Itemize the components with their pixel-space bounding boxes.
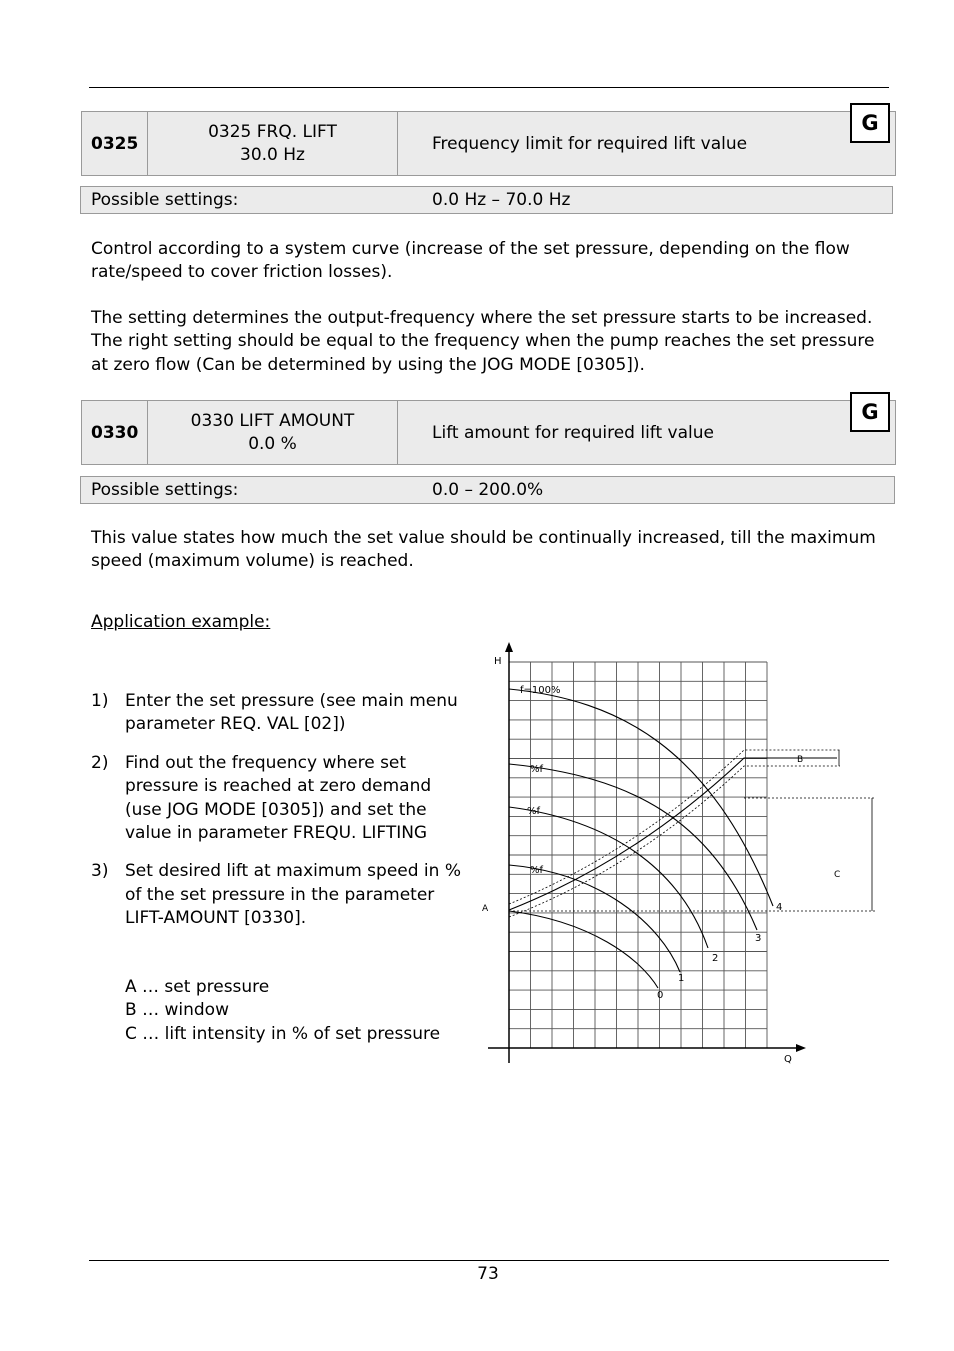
pump-curve-1 — [509, 865, 680, 972]
curve-number-2: 2 — [712, 953, 719, 964]
legend-item-b: B … window — [125, 1000, 229, 1021]
y-axis-arrow — [505, 642, 513, 652]
param-code: 0330 — [82, 401, 148, 464]
param-table-0330 — [81, 400, 896, 465]
marker-c: C — [834, 870, 841, 880]
param-display-name: 0325 FRQ. LIFT — [208, 121, 337, 142]
curve-number-1: 1 — [678, 973, 685, 984]
system-curve-upper — [509, 750, 840, 904]
page-number: 73 — [477, 1264, 499, 1284]
step-number: 1) — [91, 691, 109, 711]
settings-label: Possible settings: — [91, 190, 239, 210]
curve-label-f3: %f — [530, 865, 544, 876]
marker-b: B — [797, 755, 804, 765]
legend-item-c: C … lift intensity in % of set pressure — [125, 1023, 441, 1044]
settings-value: 0.0 Hz – 70.0 Hz — [432, 190, 571, 210]
step-item — [91, 860, 471, 930]
legend-item-a: A … set pressure — [125, 977, 270, 997]
param-table-0325 — [81, 111, 896, 176]
system-curve-lower — [509, 766, 840, 917]
param-code: 0325 — [82, 112, 148, 175]
system-curve — [509, 758, 837, 910]
header-rule — [89, 87, 889, 88]
settings-value: 0.0 – 200.0% — [432, 480, 544, 500]
footer-rule — [89, 1260, 889, 1261]
curve-number-0: 0 — [657, 990, 664, 1001]
step-item — [91, 690, 471, 737]
curve-label-f1: %f — [530, 764, 544, 775]
step-text: Find out the frequency where set pressure is reached at zero demand (use JOG MODE [0305]) and set the value in parameter FREQU. LIFTING — [125, 752, 432, 844]
access-level-badge: G — [850, 392, 890, 432]
param-display-value: 0.0 % — [248, 433, 297, 454]
param-display — [148, 112, 398, 175]
steps-list — [91, 690, 471, 946]
param-display — [148, 401, 398, 464]
settings-label: Possible settings: — [91, 480, 239, 500]
access-level-badge: G — [850, 103, 890, 143]
step-number: 2) — [91, 752, 109, 773]
step-text: Enter the set pressure (see main menu parameter REQ. VAL [02]) — [125, 691, 458, 735]
param-description: Lift amount for required lift value — [432, 422, 714, 443]
pump-curve-diagram — [470, 638, 890, 1068]
curve-number-4: 4 — [776, 902, 783, 913]
pump-curve-0 — [509, 911, 658, 988]
pump-curve-2 — [509, 807, 708, 948]
x-axis-arrow — [796, 1044, 806, 1052]
curve-label-f2: %f — [527, 806, 541, 817]
curve-label-100: f=100% — [520, 685, 561, 696]
step-number: 3) — [91, 861, 109, 882]
param-display-value: 30.0 Hz — [240, 144, 305, 165]
chart-grid — [509, 662, 767, 1048]
application-example-title: Application example: — [91, 612, 271, 632]
paragraph-lift-amount: This value states how much the set value should be continually increased, till the maximum speed (maximum volume) is reached. — [91, 528, 876, 572]
legend — [125, 976, 440, 1046]
step-item — [91, 752, 471, 846]
param-description: Frequency limit for required lift value — [432, 133, 748, 154]
param-display-name: 0330 LIFT AMOUNT — [190, 410, 355, 431]
pump-curve-3 — [509, 764, 757, 930]
x-axis-label: Q — [784, 1054, 792, 1065]
paragraph-setting-description: The setting determines the output-frequency where the set pressure starts to be increased. The right setting should be equal to the frequency when the pump reaches the set pressure at zero flow (Can be determined by using the JOG MODE [0305]). — [91, 308, 875, 375]
possible-settings-0330 — [80, 476, 895, 504]
paragraph-system-curve: Control according to a system curve (increase of the set pressure, depending on the flow rate/speed to cover friction losses). — [91, 239, 850, 283]
curve-number-3: 3 — [755, 933, 762, 944]
step-text: Set desired lift at maximum speed in % of the set pressure in the parameter LIFT-AMOUNT [0330]. — [125, 861, 461, 929]
marker-a: A — [482, 904, 489, 914]
y-axis-label: H — [494, 656, 502, 667]
possible-settings-0325 — [80, 186, 893, 214]
